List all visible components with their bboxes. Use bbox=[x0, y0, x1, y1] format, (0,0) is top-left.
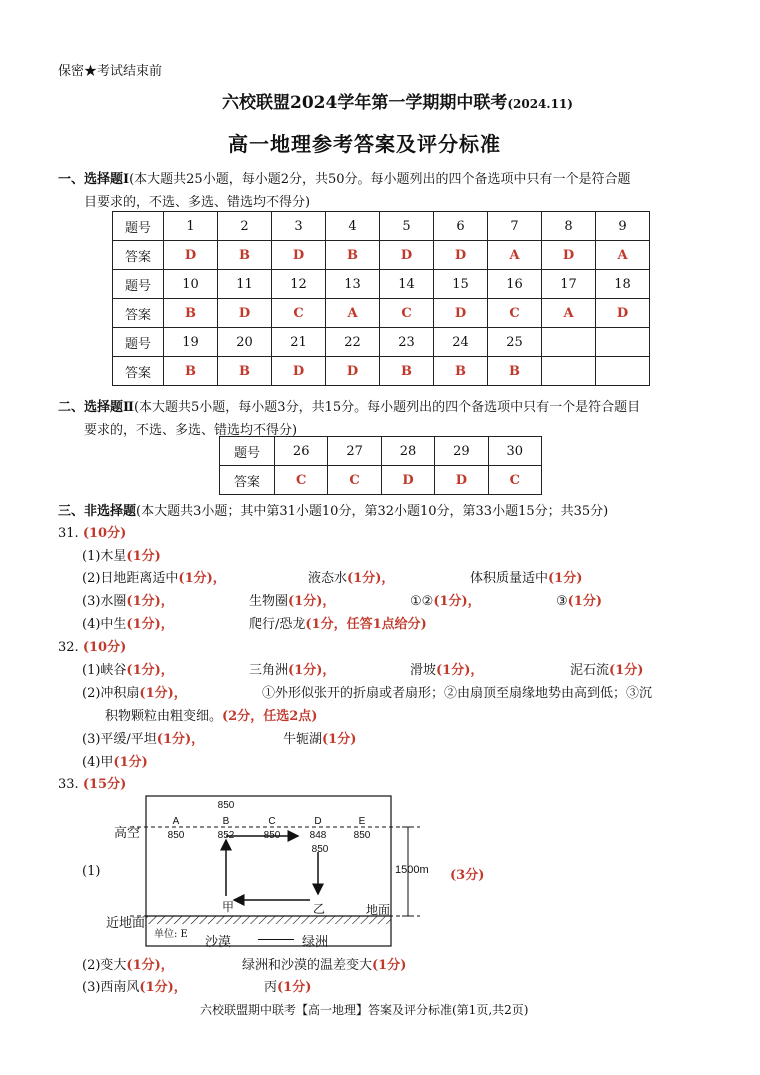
q32-3-answer-a: (3)平缓/平坦 bbox=[82, 732, 157, 747]
isobar-value: 850 bbox=[353, 830, 371, 841]
question-number-cell: 19 bbox=[164, 328, 218, 357]
q33-2-score-a: (1分)， bbox=[126, 958, 174, 973]
question-number-cell: 27 bbox=[328, 437, 381, 466]
ground-label: 近地面 bbox=[106, 916, 146, 931]
answer-cell: C bbox=[380, 299, 434, 328]
question-number-cell: 5 bbox=[380, 212, 434, 241]
q32-4-score: (1分) bbox=[113, 755, 148, 770]
circulation-diagram bbox=[100, 794, 440, 950]
isobar-value-above-b: 850 bbox=[217, 800, 235, 811]
answer-cell: D bbox=[381, 466, 434, 495]
q33-line3-b bbox=[264, 976, 311, 995]
ground-word-label: 地面 bbox=[366, 903, 391, 917]
question-row bbox=[220, 437, 542, 466]
q32-1-score-a: (1分)， bbox=[126, 663, 174, 678]
answer-cell: D bbox=[164, 241, 218, 270]
desert-label: 沙漠 bbox=[205, 935, 232, 950]
exam-title bbox=[222, 88, 573, 113]
row-label: 答案 bbox=[113, 241, 164, 270]
q31-2-score-b: (1分)， bbox=[347, 571, 395, 586]
q31-1-score: (1分) bbox=[126, 549, 161, 564]
answer-cell: C bbox=[272, 299, 326, 328]
row-label: 答案 bbox=[113, 299, 164, 328]
q31-line3-b bbox=[249, 590, 335, 609]
q31-4-answer-b: 爬行/恐龙 bbox=[249, 617, 306, 632]
question-number-cell: 11 bbox=[218, 270, 272, 299]
q31-line2 bbox=[82, 567, 226, 586]
q32-line1-b bbox=[249, 659, 335, 678]
section3-heading bbox=[58, 500, 608, 519]
q31-2-answer-a: (2)日地距离适中 bbox=[82, 571, 179, 586]
isobar-value: 850 bbox=[167, 830, 185, 841]
q31-3-answer-d: ③ bbox=[556, 594, 568, 609]
q32-4-answer: (4)甲 bbox=[82, 755, 114, 770]
question-number-cell: 24 bbox=[434, 328, 488, 357]
isobar-value: 852 bbox=[217, 830, 235, 841]
answer-cell: B bbox=[218, 241, 272, 270]
q31-4-score-a: (1分)， bbox=[126, 617, 174, 632]
answer-cell: C bbox=[488, 466, 541, 495]
q32-3-score-b: (1分) bbox=[322, 732, 357, 747]
q31-number: 31. bbox=[58, 526, 79, 541]
point-jia: 甲 bbox=[222, 900, 235, 914]
answer-cell: D bbox=[218, 299, 272, 328]
point-label-d: D bbox=[314, 816, 322, 827]
section1-head: 一、选择题Ⅰ bbox=[58, 172, 130, 187]
row-label: 题号 bbox=[220, 437, 275, 466]
answer-row bbox=[113, 357, 650, 386]
q31-score: (10分) bbox=[82, 526, 127, 541]
question-row bbox=[113, 270, 650, 299]
answer-cell: A bbox=[326, 299, 380, 328]
q31-3-score-d: (1分) bbox=[567, 594, 603, 609]
answer-cell: D bbox=[542, 241, 596, 270]
answer-cell: C bbox=[275, 466, 328, 495]
section2-head: 二、选择题Ⅱ bbox=[58, 400, 134, 415]
answer-cell: B bbox=[164, 299, 218, 328]
unit-label: 单位: E bbox=[152, 925, 190, 940]
q33-line2-b bbox=[242, 954, 406, 973]
q31-2-answer-c: 体积质量适中 bbox=[470, 571, 549, 586]
q31-line3 bbox=[82, 590, 174, 609]
answer-cell: D bbox=[326, 357, 380, 386]
high-altitude-label: 高空 bbox=[114, 826, 141, 841]
answer-row bbox=[220, 466, 542, 495]
q31-3-answer-c: ①② bbox=[410, 594, 434, 609]
q33-2-answer-a: (2)变大 bbox=[82, 958, 127, 973]
q32-1-score-c: (1分)， bbox=[436, 663, 484, 678]
section2-desc2: 要求的，不选、多选、错选均不得分) bbox=[84, 423, 298, 438]
height-label: 1500m bbox=[395, 864, 429, 876]
exam-title-main: 六校联盟2024学年第一学期期中联考 bbox=[222, 93, 508, 113]
row-label: 答案 bbox=[220, 466, 275, 495]
answer-cell: B bbox=[218, 357, 272, 386]
answer-cell bbox=[596, 357, 650, 386]
q32-line2b bbox=[105, 705, 317, 724]
q33-3-answer-a: (3)西南风 bbox=[82, 980, 140, 995]
q31-1-answer: (1)木星 bbox=[82, 549, 127, 564]
row-label: 题号 bbox=[113, 212, 164, 241]
q31-line2-c bbox=[470, 567, 582, 586]
question-number-cell: 20 bbox=[218, 328, 272, 357]
q33-part1-score: (3分) bbox=[450, 868, 485, 883]
ground-hatch bbox=[146, 916, 391, 924]
q32-2-desc-end: 积物颗粒由粗变细。 bbox=[105, 709, 223, 724]
row-label: 题号 bbox=[113, 270, 164, 299]
answer-cell: D bbox=[596, 299, 650, 328]
q32-1-answer-a: (1)峡谷 bbox=[82, 663, 127, 678]
q32-1-answer-b: 三角洲 bbox=[249, 663, 289, 678]
q31-3-score-b: (1分)， bbox=[288, 594, 336, 609]
q31-line2-b bbox=[308, 567, 394, 586]
answer-cell: D bbox=[434, 299, 488, 328]
q32-1-answer-c: 滑坡 bbox=[410, 663, 437, 678]
q33-3-score-b: (1分) bbox=[277, 980, 312, 995]
section1-answer-table bbox=[112, 211, 650, 386]
q31-3-score-a: (1分)， bbox=[126, 594, 174, 609]
question-number-cell bbox=[542, 328, 596, 357]
question-number-cell: 3 bbox=[272, 212, 326, 241]
q33-number: 33. bbox=[58, 777, 79, 792]
answer-cell: A bbox=[488, 241, 542, 270]
question-number-cell: 2 bbox=[218, 212, 272, 241]
row-label: 题号 bbox=[113, 328, 164, 357]
q33-line2 bbox=[82, 954, 174, 973]
answer-cell: B bbox=[434, 357, 488, 386]
section3-head: 三、非选择题 bbox=[58, 504, 137, 519]
q32-line1-c bbox=[410, 659, 483, 678]
answer-row bbox=[113, 241, 650, 270]
isobar-value-below-d: 850 bbox=[311, 844, 329, 855]
q33-part1-label: (1) bbox=[82, 864, 101, 879]
q31-3-score-c: (1分)， bbox=[433, 594, 481, 609]
desert-oasis-divider bbox=[258, 939, 294, 940]
q32-line3-b bbox=[283, 728, 356, 747]
question-number-cell: 23 bbox=[380, 328, 434, 357]
point-label-b: B bbox=[222, 816, 230, 827]
question-number-cell: 14 bbox=[380, 270, 434, 299]
q33-line3 bbox=[82, 976, 187, 995]
q33-2-score-b: (1分) bbox=[372, 958, 407, 973]
section3-desc: (本大题共3小题；其中第31小题10分，第32小题10分，第33小题15分；共35分) bbox=[136, 504, 609, 519]
question-number-cell: 29 bbox=[435, 437, 488, 466]
q32-2-score: (1分)， bbox=[139, 686, 187, 701]
point-yi: 乙 bbox=[313, 902, 326, 916]
question-number-cell: 28 bbox=[381, 437, 434, 466]
question-row bbox=[113, 212, 650, 241]
question-number-cell: 26 bbox=[275, 437, 328, 466]
answer-cell: B bbox=[326, 241, 380, 270]
q31-3-answer-b: 生物圈 bbox=[249, 594, 289, 609]
q31-line1 bbox=[82, 545, 161, 564]
question-number-cell: 12 bbox=[272, 270, 326, 299]
question-number-cell: 18 bbox=[596, 270, 650, 299]
question-number-cell: 10 bbox=[164, 270, 218, 299]
q33-3-score-a: (1分)， bbox=[139, 980, 187, 995]
q32-number: 32. bbox=[58, 640, 79, 655]
q32-line1 bbox=[82, 659, 174, 678]
q31-2-score-a: (1分)， bbox=[178, 571, 226, 586]
q32-line2a bbox=[82, 682, 187, 701]
question-number-cell: 13 bbox=[326, 270, 380, 299]
point-label-e: E bbox=[358, 816, 366, 827]
answer-row bbox=[113, 299, 650, 328]
q31-2-answer-b: 液态水 bbox=[308, 571, 348, 586]
question-number-cell: 17 bbox=[542, 270, 596, 299]
question-number-cell: 16 bbox=[488, 270, 542, 299]
answer-cell: D bbox=[435, 466, 488, 495]
q32-3-answer-b: 牛轭湖 bbox=[283, 732, 323, 747]
question-number-cell: 15 bbox=[434, 270, 488, 299]
q31-line3-d bbox=[556, 590, 602, 609]
question-number-cell: 22 bbox=[326, 328, 380, 357]
page-subtitle: 高一地理参考答案及评分标准 bbox=[228, 132, 501, 156]
question-number-cell bbox=[596, 328, 650, 357]
q32-1-score-b: (1分)， bbox=[288, 663, 336, 678]
q32-1-answer-d: 泥石流 bbox=[570, 663, 610, 678]
question-number-cell: 7 bbox=[488, 212, 542, 241]
question-number-cell: 1 bbox=[164, 212, 218, 241]
question-number-cell: 25 bbox=[488, 328, 542, 357]
q31-line4 bbox=[82, 613, 174, 632]
answer-cell: A bbox=[542, 299, 596, 328]
q31-2-score-c: (1分) bbox=[548, 571, 583, 586]
q32-line3 bbox=[82, 728, 204, 747]
q32-2-answer: (2)冲积扇 bbox=[82, 686, 140, 701]
answer-cell: A bbox=[596, 241, 650, 270]
q31-3-answer-a: (3)水圈 bbox=[82, 594, 127, 609]
question-number-cell: 8 bbox=[542, 212, 596, 241]
answer-cell: C bbox=[328, 466, 381, 495]
point-label-a: A bbox=[172, 816, 180, 827]
section2-heading bbox=[58, 396, 640, 415]
question-number-cell: 21 bbox=[272, 328, 326, 357]
answer-cell: D bbox=[434, 241, 488, 270]
question-number-cell: 30 bbox=[488, 437, 541, 466]
q32-line2a-desc: ①外形似张开的折扇或者扇形；②由扇顶至扇缘地势由高到低；③沉 bbox=[262, 686, 653, 701]
question-number-cell: 4 bbox=[326, 212, 380, 241]
q31-line3-c bbox=[410, 590, 481, 609]
q32-1-score-d: (1分) bbox=[609, 663, 644, 678]
question-number-cell: 9 bbox=[596, 212, 650, 241]
q31-4-score-b: (1分，任答1点给分) bbox=[305, 617, 427, 632]
answer-cell: B bbox=[488, 357, 542, 386]
q33-2-answer-b: 绿洲和沙漠的温差变大 bbox=[242, 958, 373, 973]
q32-line1-d bbox=[570, 659, 643, 678]
q32-heading bbox=[58, 636, 126, 655]
q32-2-score-b: (2分，任选2点) bbox=[222, 709, 318, 724]
answer-cell: D bbox=[272, 241, 326, 270]
q31-heading bbox=[58, 522, 126, 541]
q32-3-score-a: (1分)， bbox=[156, 732, 205, 747]
row-label: 答案 bbox=[113, 357, 164, 386]
q33-heading bbox=[58, 773, 126, 792]
section1-desc2: 目要求的，不选、多选、错选均不得分) bbox=[84, 195, 311, 210]
section2-desc1: (本大题共5小题，每小题3分，共15分。每小题列出的四个备选项中只有一个是符合题目 bbox=[133, 400, 641, 415]
isobar-value: 850 bbox=[263, 830, 281, 841]
q31-4-answer-a: (4)中生 bbox=[82, 617, 127, 632]
answer-cell: B bbox=[164, 357, 218, 386]
section1-heading bbox=[58, 168, 631, 187]
q31-line4-b bbox=[249, 613, 427, 632]
exam-title-date: (2024.11) bbox=[507, 97, 573, 111]
q33-3-answer-b: 丙 bbox=[264, 980, 278, 995]
confidential-label: 保密★考试结束前 bbox=[58, 64, 163, 79]
oasis-label: 绿洲 bbox=[302, 935, 329, 950]
answer-cell bbox=[542, 357, 596, 386]
question-row bbox=[113, 328, 650, 357]
section1-desc1: (本大题共25小题，每小题2分，共50分。每小题列出的四个备选项中只有一个是符合题 bbox=[129, 172, 631, 187]
section2-answer-table bbox=[219, 436, 542, 495]
point-label-c: C bbox=[268, 816, 276, 827]
question-number-cell: 6 bbox=[434, 212, 488, 241]
q32-line4 bbox=[82, 751, 148, 770]
isobar-value: 848 bbox=[309, 830, 327, 841]
answer-cell: B bbox=[380, 357, 434, 386]
answer-cell: D bbox=[380, 241, 434, 270]
answer-cell: C bbox=[488, 299, 542, 328]
q32-score: (10分) bbox=[82, 640, 127, 655]
answer-cell: D bbox=[272, 357, 326, 386]
q33-score: (15分) bbox=[82, 777, 127, 792]
page-footer: 六校联盟期中联考【高一地理】答案及评分标准(第1页,共2页) bbox=[200, 1003, 529, 1017]
